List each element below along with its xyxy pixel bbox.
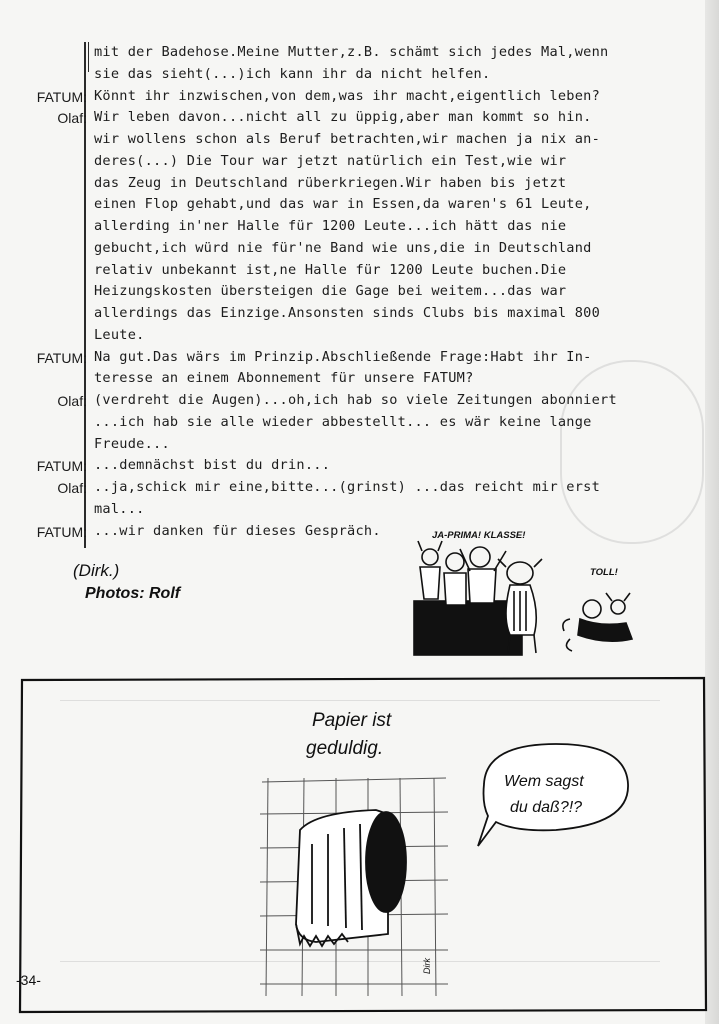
speaker-label: FATUM:: [36, 458, 87, 475]
interview-line: [0, 131, 719, 153]
interview-line: [0, 501, 719, 523]
interview-line: [0, 66, 719, 88]
speech-text: ..ja,schick mir eine,bitte...(grinst) ...das reicht mir erst: [94, 479, 601, 495]
interview-line: [0, 262, 719, 284]
author-credit: (Dirk.): [73, 561, 120, 580]
speech-line-2: du daß?!?: [510, 799, 583, 816]
speech-text: wir wollens schon als Beruf betrachten,wir machen ja nix an-: [94, 131, 601, 147]
speech-text: allerding in'ner Halle für 1200 Leute...ich hätt das nie: [94, 218, 567, 234]
speech-text: mit der Badehose.Meine Mutter,z.B. schämt sich jedes Mal,wenn: [94, 44, 609, 60]
interview-line: [0, 153, 719, 175]
speech-text: das Zeug in Deutschland rüberkriegen.Wir haben bis jetzt: [94, 174, 567, 191]
speech-text: ...demnächst bist du drin...: [94, 457, 331, 474]
caption-line-2: geduldig.: [306, 738, 384, 759]
interview-line: [0, 457, 719, 479]
interview-line: [0, 44, 719, 66]
interview-line: [0, 414, 719, 436]
interview-line: [0, 479, 719, 501]
speaker-label: FATUM:: [36, 88, 87, 105]
speech-text: (verdreht die Augen)...oh,ich hab so viele Zeitungen abonniert: [94, 392, 617, 408]
viking-illustration: [410, 527, 642, 659]
interview-line: [0, 88, 719, 110]
interview-line: [0, 436, 719, 458]
interview-line: [0, 283, 719, 305]
speech-text: Leute.: [94, 326, 145, 343]
caption-line-1: Papier ist: [312, 710, 392, 731]
interview-line: [0, 218, 719, 240]
speech-text: Na gut.Das wärs im Prinzip.Abschließende Frage:Habt ihr In-: [94, 348, 592, 365]
viking-balloon-text: JA-PRIMA! KLASSE!: [432, 530, 526, 541]
speech-text: teresse an einem Abonnement für unsere FATUM?: [94, 370, 474, 387]
speech-text: gebucht,ich würd nie für'ne Band wie uns,die in Deutschland: [94, 239, 592, 256]
page-number: -34-: [16, 972, 41, 988]
interview-line: [0, 327, 719, 349]
photo-credit: Photos: Rolf: [85, 585, 181, 602]
interview-line: [0, 349, 719, 371]
interview-line: [0, 240, 719, 262]
speech-line-1: Wem sagst: [504, 773, 584, 790]
speech-text: Freude...: [94, 435, 170, 452]
speaker-label: Olaf:: [57, 393, 87, 409]
interview-line: [0, 109, 719, 131]
speaker-label: FATUM:: [36, 349, 87, 366]
speech-text: ...ich hab sie alle wieder abbestellt... es wär keine lange: [94, 413, 592, 430]
speaker-label: FATUM:: [36, 523, 87, 540]
cartoon-panel: [16, 674, 710, 1016]
interview-line: [0, 196, 719, 218]
interview-line: [0, 392, 719, 414]
viking-cartoon: [410, 527, 642, 659]
interview-line: [0, 175, 719, 197]
speech-text: Heizungskosten übersteigen die Gage bei weitem...das war: [94, 283, 567, 300]
speech-text: relativ unbekannt ist,ne Halle für 1200 Leute buchen.Die: [94, 261, 567, 278]
speech-text: allerdings das Einzige.Ansonsten sinds Clubs bis maximal 800: [94, 305, 601, 321]
interview-line: [0, 370, 719, 392]
panel-frame: [16, 674, 710, 1016]
interview-line: [0, 305, 719, 327]
toilet-paper-roll: [296, 810, 406, 946]
artist-signature: Dirk: [422, 958, 432, 974]
speech-text: einen Flop gehabt,und das war in Essen,da waren's 61 Leute,: [94, 196, 592, 213]
viking-toll-text: TOLL!: [590, 567, 618, 578]
speaker-label: Olaf:: [57, 480, 87, 496]
speaker-label: Olaf:: [57, 110, 87, 127]
speech-balloon: [478, 744, 628, 846]
speech-text: deres(...) Die Tour war jetzt natürlich ein Test,wie wir: [94, 152, 567, 169]
speech-text: mal...: [94, 500, 145, 517]
speech-text: ...wir danken für dieses Gespräch.: [94, 522, 381, 539]
speech-text: Könnt ihr inzwischen,von dem,was ihr macht,eigentlich leben?: [94, 87, 601, 104]
speech-text: sie das sieht(...)ich kann ihr da nicht helfen.: [94, 65, 491, 82]
speech-text: Wir leben davon...nicht all zu üppig,aber man kommt so hin.: [94, 109, 592, 126]
